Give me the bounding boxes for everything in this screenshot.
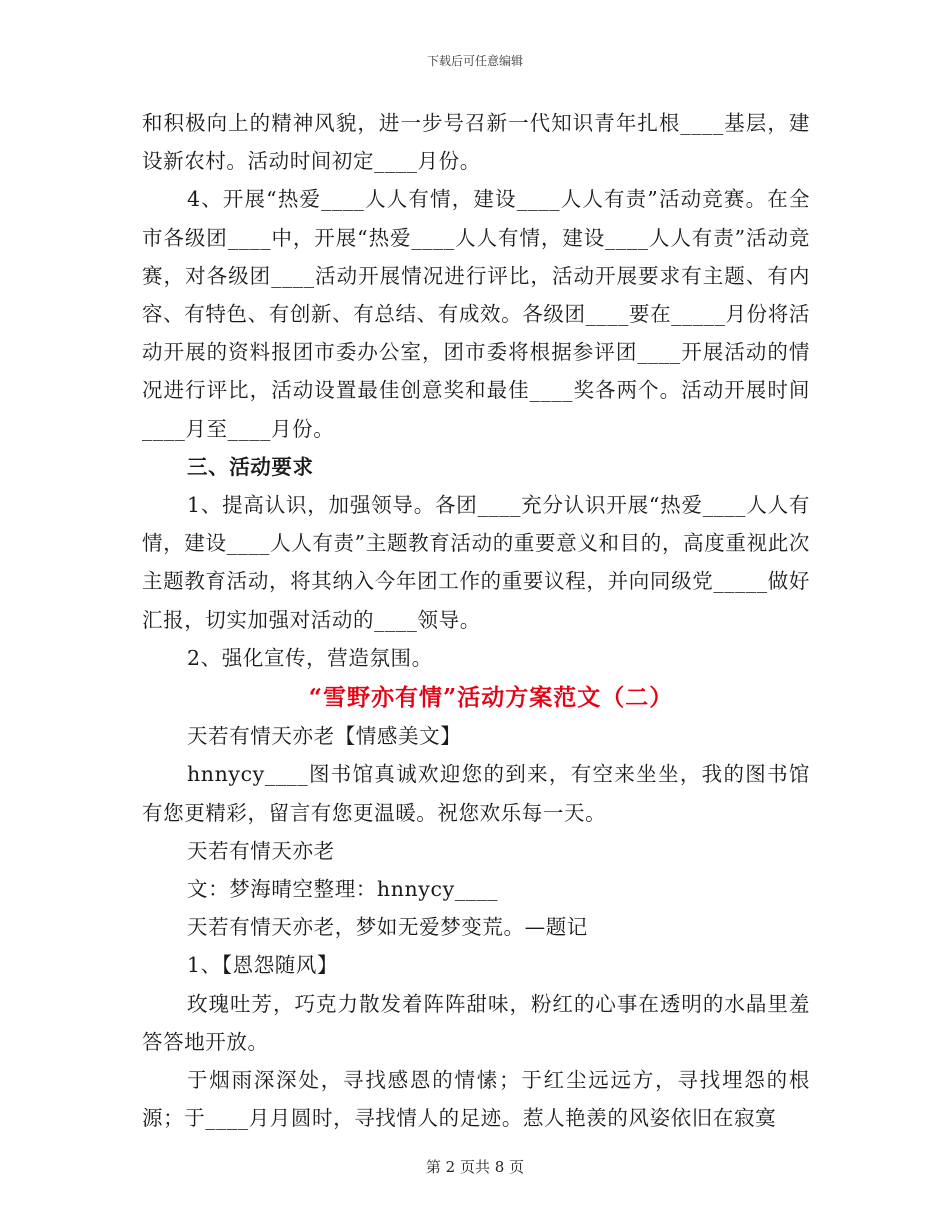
paragraph-continuation: 和积极向上的精神风貌，进一步号召新一代知识青年扎根____基层，建设新农村。活动时间初定____月份。 [142, 111, 810, 174]
essay-paragraph-roses: 玫瑰吐芳，巧克力散发着阵阵甜味，粉红的心事在透明的水晶里羞答答地开放。 [142, 991, 810, 1054]
document-body [142, 104, 810, 1137]
essay-epigraph: 天若有情天亦老，梦如无爱梦变荒。—题记 [187, 915, 588, 940]
essay-subtitle: 天若有情天亦老 [187, 838, 335, 863]
essay-section-heading-1: 1、【恩怨随风】 [187, 953, 339, 978]
page-header: 下载后可任意编辑 [426, 54, 523, 68]
page-footer: 第 2 页共 8 页 [425, 1158, 525, 1176]
document-title: “雪野亦有情”活动方案范文（二） [308, 684, 674, 712]
library-welcome-paragraph: hnnycy____图书馆真诚欢迎您的到来，有空来坐坐，我的图书馆有您更精彩，留言有您更温暖。祝您欢乐每一天。 [142, 762, 810, 825]
paragraph-requirement-1: 1、提高认识，加强领导。各团____充分认识开展“热爱____人人有情，建设____人人有责”主题教育活动的重要意义和目的，高度重视此次主题教育活动，将其纳入今年团工作的重要议程，并向同级党_____做好汇报，切实加强对活动的____领导。 [142, 493, 810, 632]
section-heading-requirements: 三、活动要求 [187, 454, 314, 479]
paragraph-item-4: 4、开展“热爱____人人有情，建设____人人有责”活动竞赛。在全市各级团____中，开展“热爱____人人有情，建设____人人有责”活动竞赛，对各级团____活动开展情况进行评比，活动开展要求有主题、有内容、有特色、有创新、有总结、有成效。各级团____要在_____月份将活动开展的资料报团市委办公室，团市委将根据参评团____开展活动的情况进行评比，活动设置最佳创意奖和最佳____奖各两个。活动开展时间____月至____月份。 [142, 187, 810, 441]
paragraph-requirement-2: 2、强化宣传，营造氛围。 [187, 645, 433, 670]
essay-paragraph-misty-rain: 于烟雨深深处，寻找感恩的情愫；于红尘远远方，寻找埋怨的根源；于____月月圆时，寻找情人的足迹。惹人艳羡的风姿依旧在寂寞 [142, 1068, 810, 1131]
essay-title-line: 天若有情天亦老【情感美文】 [187, 724, 462, 749]
essay-author-line: 文：梦海晴空整理：hnnycy____ [187, 877, 499, 902]
